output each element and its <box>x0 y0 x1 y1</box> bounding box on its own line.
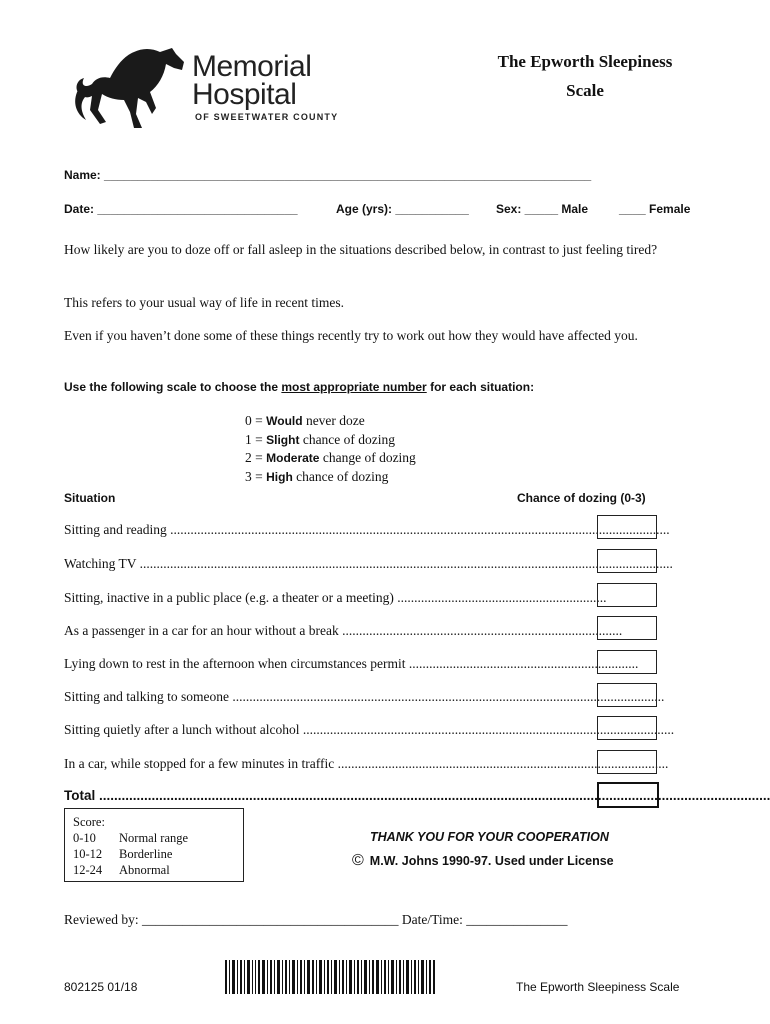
situation-row-1: Sitting and reading .................................................................................................................................................... <box>64 522 670 537</box>
scale-rest: chance of dozing <box>292 468 389 484</box>
score-range-label: Normal range <box>119 831 189 845</box>
score-input-2[interactable] <box>597 549 657 573</box>
scale-bold: Slight <box>266 432 300 447</box>
intro-paragraph-3: Even if you haven’t done some of these things recently try to work out how they would have affected you. <box>64 328 638 343</box>
intro-paragraph-2: This refers to your usual way of life in recent times. <box>64 295 345 310</box>
horse-logo-icon <box>72 42 190 134</box>
score-range: 10-12 <box>73 847 103 861</box>
instruction-underline: most appropriate number <box>281 380 427 394</box>
title-line-2: Scale <box>566 81 604 100</box>
situation-row-2: Watching TV .............................................................................................................................................................. <box>64 556 673 571</box>
total-input[interactable] <box>597 782 659 808</box>
score-input-1[interactable] <box>597 515 657 539</box>
total-row: Total ................................................................................................................................................................................... <box>64 788 770 803</box>
scale-num: 1 = <box>245 431 267 447</box>
instruction-before: Use the following scale to choose the <box>64 380 282 394</box>
situation-row-3: Sitting, inactive in a public place (e.g. a theater or a meeting) .............................................................. <box>64 590 607 605</box>
score-input-8[interactable] <box>597 750 657 774</box>
scale-bold: Would <box>266 414 303 428</box>
situation-label: In a car, while stopped for a few minutes in traffic <box>64 756 335 771</box>
scale-row-3 <box>245 468 416 487</box>
footer-title: The Epworth Sleepiness Scale <box>516 980 680 994</box>
score-row <box>73 830 235 846</box>
score-title: Score: <box>73 815 105 829</box>
scale-bold: High <box>266 469 293 484</box>
score-input-3[interactable] <box>597 583 657 607</box>
score-row <box>73 846 235 862</box>
situation-row-4: As a passenger in a car for an hour without a break ................................................................................... <box>64 623 623 638</box>
intro-paragraph-1: How likely are you to doze off or fall asleep in the situations described below, in contrast to just feeling tired? <box>64 242 658 257</box>
situation-header: Situation <box>64 491 116 505</box>
total-label: Total <box>64 788 96 803</box>
scale-row-2 <box>245 449 416 468</box>
score-range: 12-24 <box>73 863 103 877</box>
date-field[interactable]: Date: ______________________________ <box>64 202 298 216</box>
situation-row-5: Lying down to rest in the afternoon when circumstances permit .................................................................... <box>64 656 639 671</box>
situation-label: As a passenger in a car for an hour without a break <box>64 623 339 638</box>
situation-label: Lying down to rest in the afternoon when circumstances permit <box>64 656 406 671</box>
score-input-5[interactable] <box>597 650 657 674</box>
copyright-text: M.W. Johns 1990-97. Used under License <box>369 854 614 868</box>
scale-bold: Moderate <box>266 451 320 465</box>
title-line-1: The Epworth Sleepiness <box>497 52 673 71</box>
chance-header: Chance of dozing (0-3) <box>517 491 646 505</box>
score-input-4[interactable] <box>597 616 657 640</box>
scale-num: 3 = <box>245 468 267 484</box>
scale-row-0 <box>245 412 416 431</box>
situation-label: Sitting, inactive in a public place (e.g. a theater or a meeting) <box>64 590 394 605</box>
instruction-after: for each situation: <box>426 380 535 394</box>
hospital-logo <box>72 40 342 135</box>
logo-text-hospital: Hospital <box>192 78 297 111</box>
scale-legend <box>245 412 416 486</box>
copyright-icon: © <box>352 852 364 869</box>
logo-text-county: OF SWEETWATER COUNTY <box>195 112 339 122</box>
thank-you-text: THANK YOU FOR YOUR COOPERATION <box>370 830 609 844</box>
scale-num: 0 = <box>245 413 267 428</box>
situation-label: Watching TV <box>64 556 137 571</box>
sex-female-field[interactable]: ____ Female <box>619 202 691 216</box>
scale-rest: change of dozing <box>319 450 416 465</box>
form-code: 802125 01/18 <box>64 980 138 994</box>
score-legend-box <box>64 808 244 882</box>
barcode-icon <box>225 960 435 994</box>
score-input-7[interactable] <box>597 716 657 740</box>
age-field[interactable]: Age (yrs): ___________ <box>336 202 469 216</box>
score-range: 0-10 <box>73 831 96 845</box>
score-row <box>73 862 235 878</box>
logo-text-memorial: Memorial <box>192 50 312 83</box>
reviewed-by-field[interactable]: Reviewed by: ______________________________________ Date/Time: _______________ <box>64 912 568 927</box>
situation-row-7: Sitting quietly after a lunch without alcohol .............................................................................................................. <box>64 722 675 737</box>
situation-label: Sitting quietly after a lunch without alcohol <box>64 722 300 737</box>
sex-male-field[interactable]: Sex: _____ Male <box>496 202 589 216</box>
scale-num: 2 = <box>245 450 267 465</box>
copyright-line <box>352 852 614 870</box>
score-range-label: Abnormal <box>119 863 170 877</box>
scale-rest: chance of dozing <box>299 431 396 447</box>
situation-label: Sitting and talking to someone <box>64 689 229 704</box>
instruction <box>64 380 534 394</box>
page-title <box>460 47 710 105</box>
scale-row-1 <box>245 431 416 450</box>
scale-rest: never doze <box>302 413 365 428</box>
name-field[interactable]: Name: _________________________________________________________________________ <box>64 168 592 182</box>
score-range-label: Borderline <box>119 847 173 861</box>
situation-row-6: Sitting and talking to someone ................................................................................................................................ <box>64 689 665 704</box>
situation-label: Sitting and reading <box>64 522 167 537</box>
situation-row-8: In a car, while stopped for a few minutes in traffic .................................................................................................. <box>64 756 669 771</box>
score-input-6[interactable] <box>597 683 657 707</box>
